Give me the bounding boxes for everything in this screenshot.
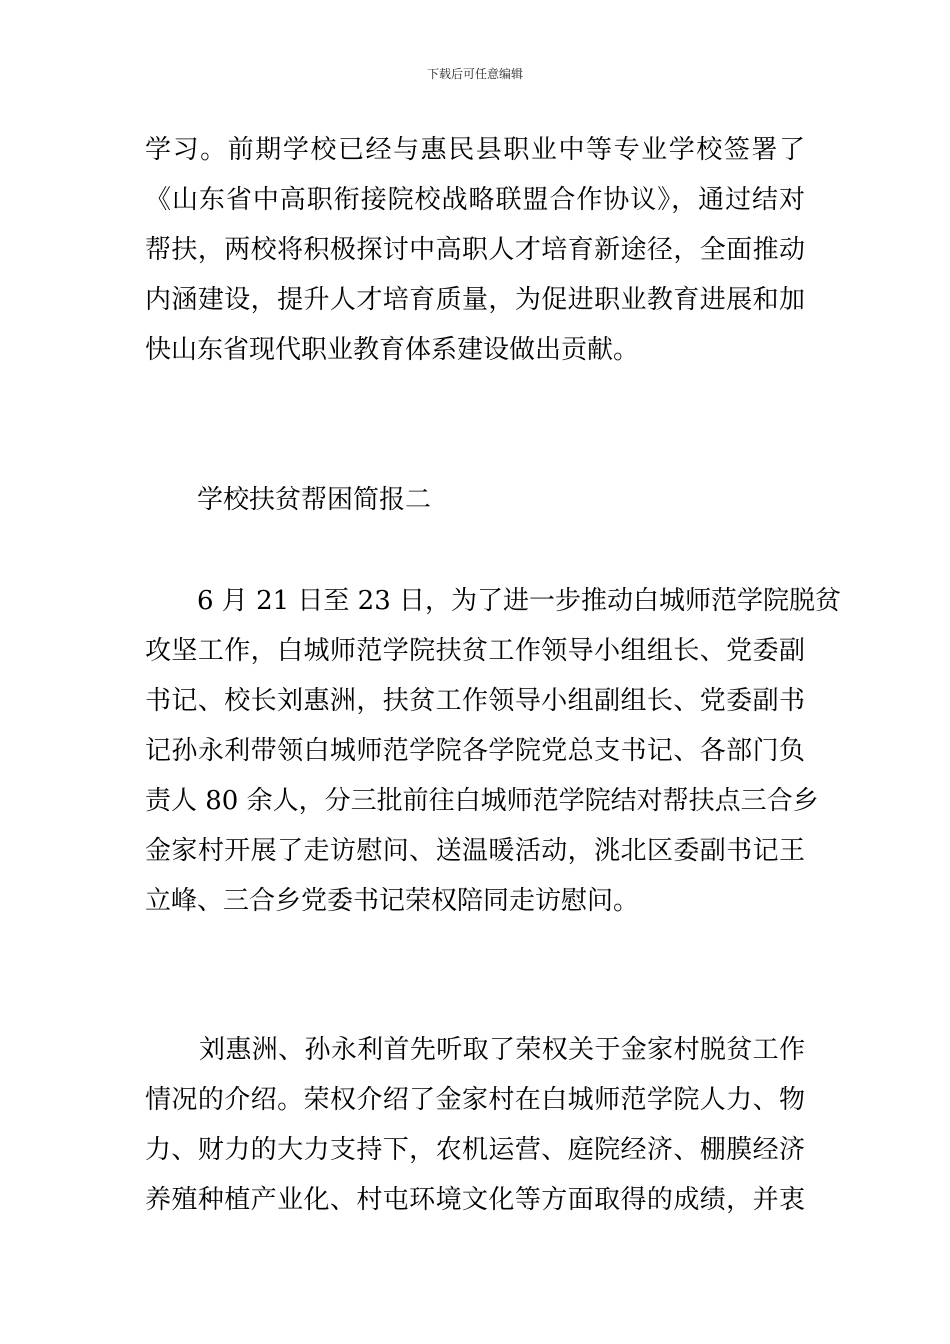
text-line: 《山东省中高职衔接院校战略联盟合作协议》，通过结对	[145, 185, 805, 215]
text-line: 攻坚工作，白城师范学院扶贫工作领导小组组长、党委副	[145, 636, 805, 666]
text-line: 快山东省现代职业教育体系建设做出贡献。	[145, 335, 640, 365]
text-line: 责人 80 余人，分三批前往白城师范学院结对帮扶点三合乡	[145, 786, 819, 816]
text-line: 6 月 21 日至 23 日，为了进一步推动白城师范学院脱贫	[197, 586, 842, 616]
text-line: 学习。前期学校已经与惠民县职业中等专业学校签署了	[145, 135, 805, 165]
text-line: 书记、校长刘惠洲，扶贫工作领导小组副组长、党委副书	[145, 686, 805, 716]
page-header: 下载后可任意编辑	[426, 67, 523, 81]
text-line: 刘惠洲、孙永利首先听取了荣权关于金家村脱贫工作	[199, 1035, 805, 1065]
section-title: 学校扶贫帮困简报二	[197, 485, 432, 515]
text-line: 立峰、三合乡党委书记荣权陪同走访慰问。	[145, 886, 640, 916]
text-line: 力、财力的大力支持下，农机运营、庭院经济、棚膜经济	[145, 1135, 805, 1165]
text-line: 帮扶，两校将积极探讨中高职人才培育新途径，全面推动	[145, 235, 805, 265]
text-line: 养殖种植产业化、村屯环境文化等方面取得的成绩，并衷	[145, 1185, 805, 1215]
text-line: 内涵建设，提升人才培育质量，为促进职业教育进展和加	[145, 285, 805, 315]
text-line: 记孙永利带领白城师范学院各学院党总支书记、各部门负	[145, 736, 805, 766]
text-line: 情况的介绍。荣权介绍了金家村在白城师范学院人力、物	[145, 1085, 805, 1115]
text-line: 金家村开展了走访慰问、送温暖活动，洮北区委副书记王	[145, 836, 805, 866]
